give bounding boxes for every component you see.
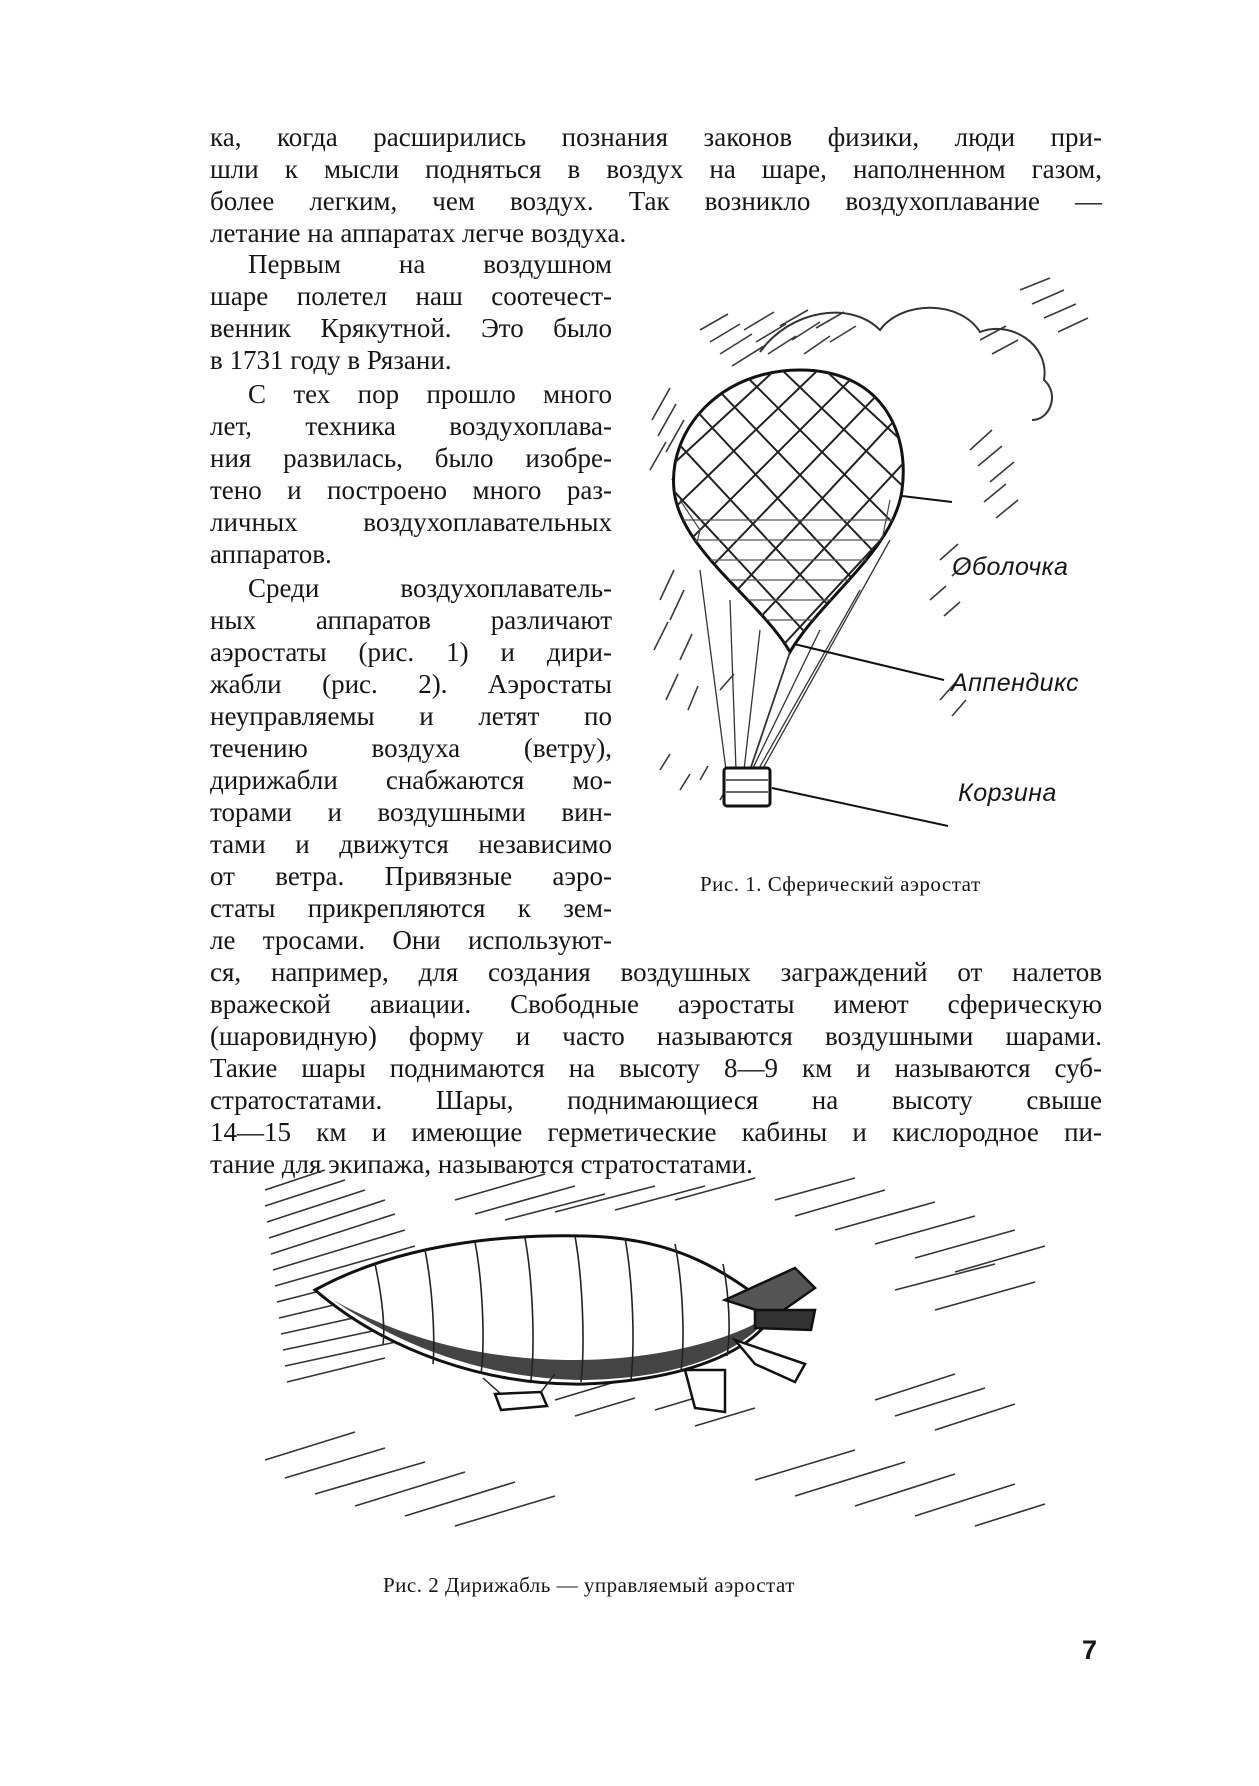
column-line-2: шаре полетел наш соотечест-: [210, 281, 612, 311]
column-line-20: от ветра. Привязные аэро-: [210, 861, 612, 891]
figure1-label-appendix: Аппендикс: [951, 669, 1080, 697]
column-line-16: течению воздуха (ветру),: [210, 733, 612, 763]
column-line-19: тами и движутся независимо: [210, 829, 612, 859]
column-line-4: в 1731 году в Рязани.: [210, 345, 452, 375]
column-line-21: статы прикрепляются к зем-: [210, 893, 612, 923]
figure1-label-envelope: Оболочка: [952, 553, 1069, 581]
bottom-paragraph-line-6: 14—15 км и имеющие герметические кабины и кислородное пи-: [210, 1117, 1102, 1147]
column-line-22: ле тросами. Они используют-: [210, 925, 612, 955]
column-line-17: дирижабли снабжаются мо-: [210, 765, 612, 795]
column-line-7: ния развилась, было изобре-: [210, 443, 612, 473]
figure2-hull: [315, 1236, 775, 1384]
column-line-8: тено и построено много раз-: [210, 475, 612, 505]
figure1-label-basket: Корзина: [958, 779, 1057, 807]
column-line-15: неуправляемы и летят по: [210, 701, 612, 731]
column-line-9: личных воздухоплавательных: [210, 507, 612, 537]
column-line-1: Первым на воздушном: [248, 249, 612, 279]
page-number: 7: [1082, 1635, 1098, 1665]
figure2-caption: Рис. 2 Дирижабль — управляемый аэростат: [383, 1573, 795, 1597]
column-line-5: С тех пор прошло много: [248, 379, 612, 409]
column-line-18: торами и воздушными вин-: [210, 797, 612, 827]
column-line-3: венник Крякутной. Это было: [210, 313, 612, 343]
top-paragraph-line-2: шли к мысли подняться в воздух на шаре, наполненном газом,: [210, 154, 1102, 184]
figure1-caption: Рис. 1. Сферический аэростат: [700, 872, 981, 896]
column-line-12: ных аппаратов различают: [210, 605, 612, 635]
bottom-paragraph-line-7: тание для экипажа, называются стратостатами.: [210, 1149, 753, 1179]
column-line-11: Среди воздухоплаватель-: [248, 573, 612, 603]
top-paragraph-line-1: ка, когда расширились познания законов физики, люди при-: [210, 122, 1102, 152]
column-line-10: аппаратов.: [210, 539, 332, 569]
top-paragraph-line-4: летание на аппаратах легче воздуха.: [210, 218, 627, 248]
bottom-paragraph-line-5: стратостатами. Шары, поднимающиеся на высоту свыше: [210, 1085, 1102, 1115]
bottom-paragraph-line-1: ся, например, для создания воздушных заграждений от налетов: [210, 957, 1102, 987]
column-line-13: аэростаты (рис. 1) и дири-: [210, 637, 612, 667]
figure1-basket: [724, 768, 770, 806]
figure1-envelope: [640, 300, 1080, 710]
bottom-paragraph-line-3: (шаровидную) форму и часто называются воздушными шарами.: [210, 1021, 1102, 1051]
figure2-dirigible-illustration: [255, 1160, 1055, 1560]
column-line-6: лет, техника воздухоплава-: [210, 411, 612, 441]
top-paragraph-line-3: более легким, чем воздух. Так возникло воздухоплавание —: [210, 186, 1102, 216]
bottom-paragraph-line-4: Такие шары поднимаются на высоту 8—9 км и называются суб-: [210, 1053, 1102, 1083]
column-line-14: жабли (рис. 2). Аэростаты: [210, 669, 612, 699]
bottom-paragraph-line-2: вражеской авиации. Свободные аэростаты имеют сферическую: [210, 989, 1102, 1019]
